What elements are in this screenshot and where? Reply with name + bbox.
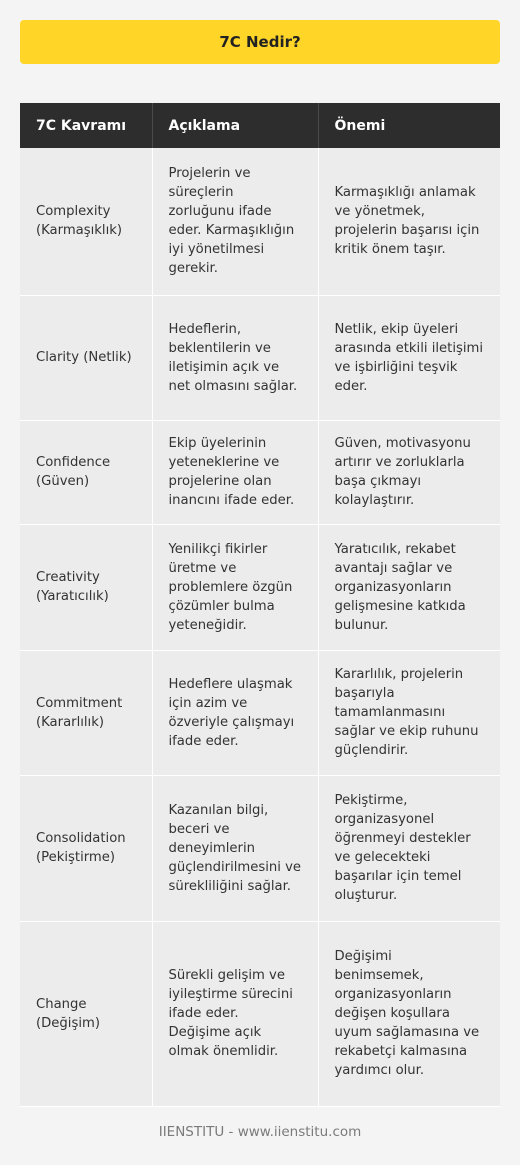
header-concept: 7C Kavramı xyxy=(20,103,152,148)
cell-importance: Pekiştirme, organizasyonel öğrenmeyi destekler ve gelecekteki başarılar için temel oluşturur. xyxy=(318,775,500,921)
cell-importance: Karmaşıklığı anlamak ve yönetmek, projelerin başarısı için kritik önem taşır. xyxy=(318,148,500,295)
cell-importance: Netlik, ekip üyeleri arasında etkili iletişimi ve işbirliğini teşvik eder. xyxy=(318,295,500,420)
concept-table-container xyxy=(20,103,500,1107)
table-header-row xyxy=(20,103,500,148)
cell-importance: Değişimi benimsemek, organizasyonların değişen koşullara uyum sağlamasına ve rekabetçi kalmasına yardımcı olur. xyxy=(318,921,500,1106)
table-row xyxy=(20,775,500,921)
cell-description: Kazanılan bilgi, beceri ve deneyimlerin güçlendirilmesini ve sürekliliğini sağlar. xyxy=(152,775,318,921)
cell-concept: Consolidation (Pekiştirme) xyxy=(20,775,152,921)
table-row xyxy=(20,295,500,420)
cell-importance: Güven, motivasyonu artırır ve zorluklarla başa çıkmayı kolaylaştırır. xyxy=(318,420,500,524)
cell-importance: Yaratıcılık, rekabet avantajı sağlar ve organizasyonların gelişmesine katkıda bulunur. xyxy=(318,524,500,650)
cell-description: Hedeflerin, beklentilerin ve iletişimin açık ve net olmasını sağlar. xyxy=(152,295,318,420)
cell-description: Yenilikçi fikirler üretme ve problemlere özgün çözümler bulma yeteneğidir. xyxy=(152,524,318,650)
cell-concept: Complexity (Karmaşıklık) xyxy=(20,148,152,295)
cell-importance: Kararlılık, projelerin başarıyla tamamlanmasını sağlar ve ekip ruhunu güçlendirir. xyxy=(318,650,500,775)
cell-concept: Change (Değişim) xyxy=(20,921,152,1106)
cell-description: Hedeflere ulaşmak için azim ve özveriyle çalışmayı ifade eder. xyxy=(152,650,318,775)
cell-description: Projelerin ve süreçlerin zorluğunu ifade eder. Karmaşıklığın iyi yönetilmesi gerekir. xyxy=(152,148,318,295)
cell-description: Ekip üyelerinin yeteneklerine ve projelerine olan inancını ifade eder. xyxy=(152,420,318,524)
header-importance: Önemi xyxy=(318,103,500,148)
cell-concept: Clarity (Netlik) xyxy=(20,295,152,420)
footer-credit: IIENSTITU - www.iienstitu.com xyxy=(158,1124,362,1140)
header-description: Açıklama xyxy=(152,103,318,148)
concept-table xyxy=(20,103,500,1107)
table-row xyxy=(20,148,500,295)
table-row xyxy=(20,420,500,524)
cell-concept: Creativity (Yaratıcılık) xyxy=(20,524,152,650)
cell-concept: Confidence (Güven) xyxy=(20,420,152,524)
page-title: 7C Nedir? xyxy=(20,20,500,64)
cell-description: Sürekli gelişim ve iyileştirme sürecini ifade eder. Değişime açık olmak önemlidir. xyxy=(152,921,318,1106)
table-row xyxy=(20,921,500,1106)
cell-concept: Commitment (Kararlılık) xyxy=(20,650,152,775)
table-row xyxy=(20,524,500,650)
table-row xyxy=(20,650,500,775)
